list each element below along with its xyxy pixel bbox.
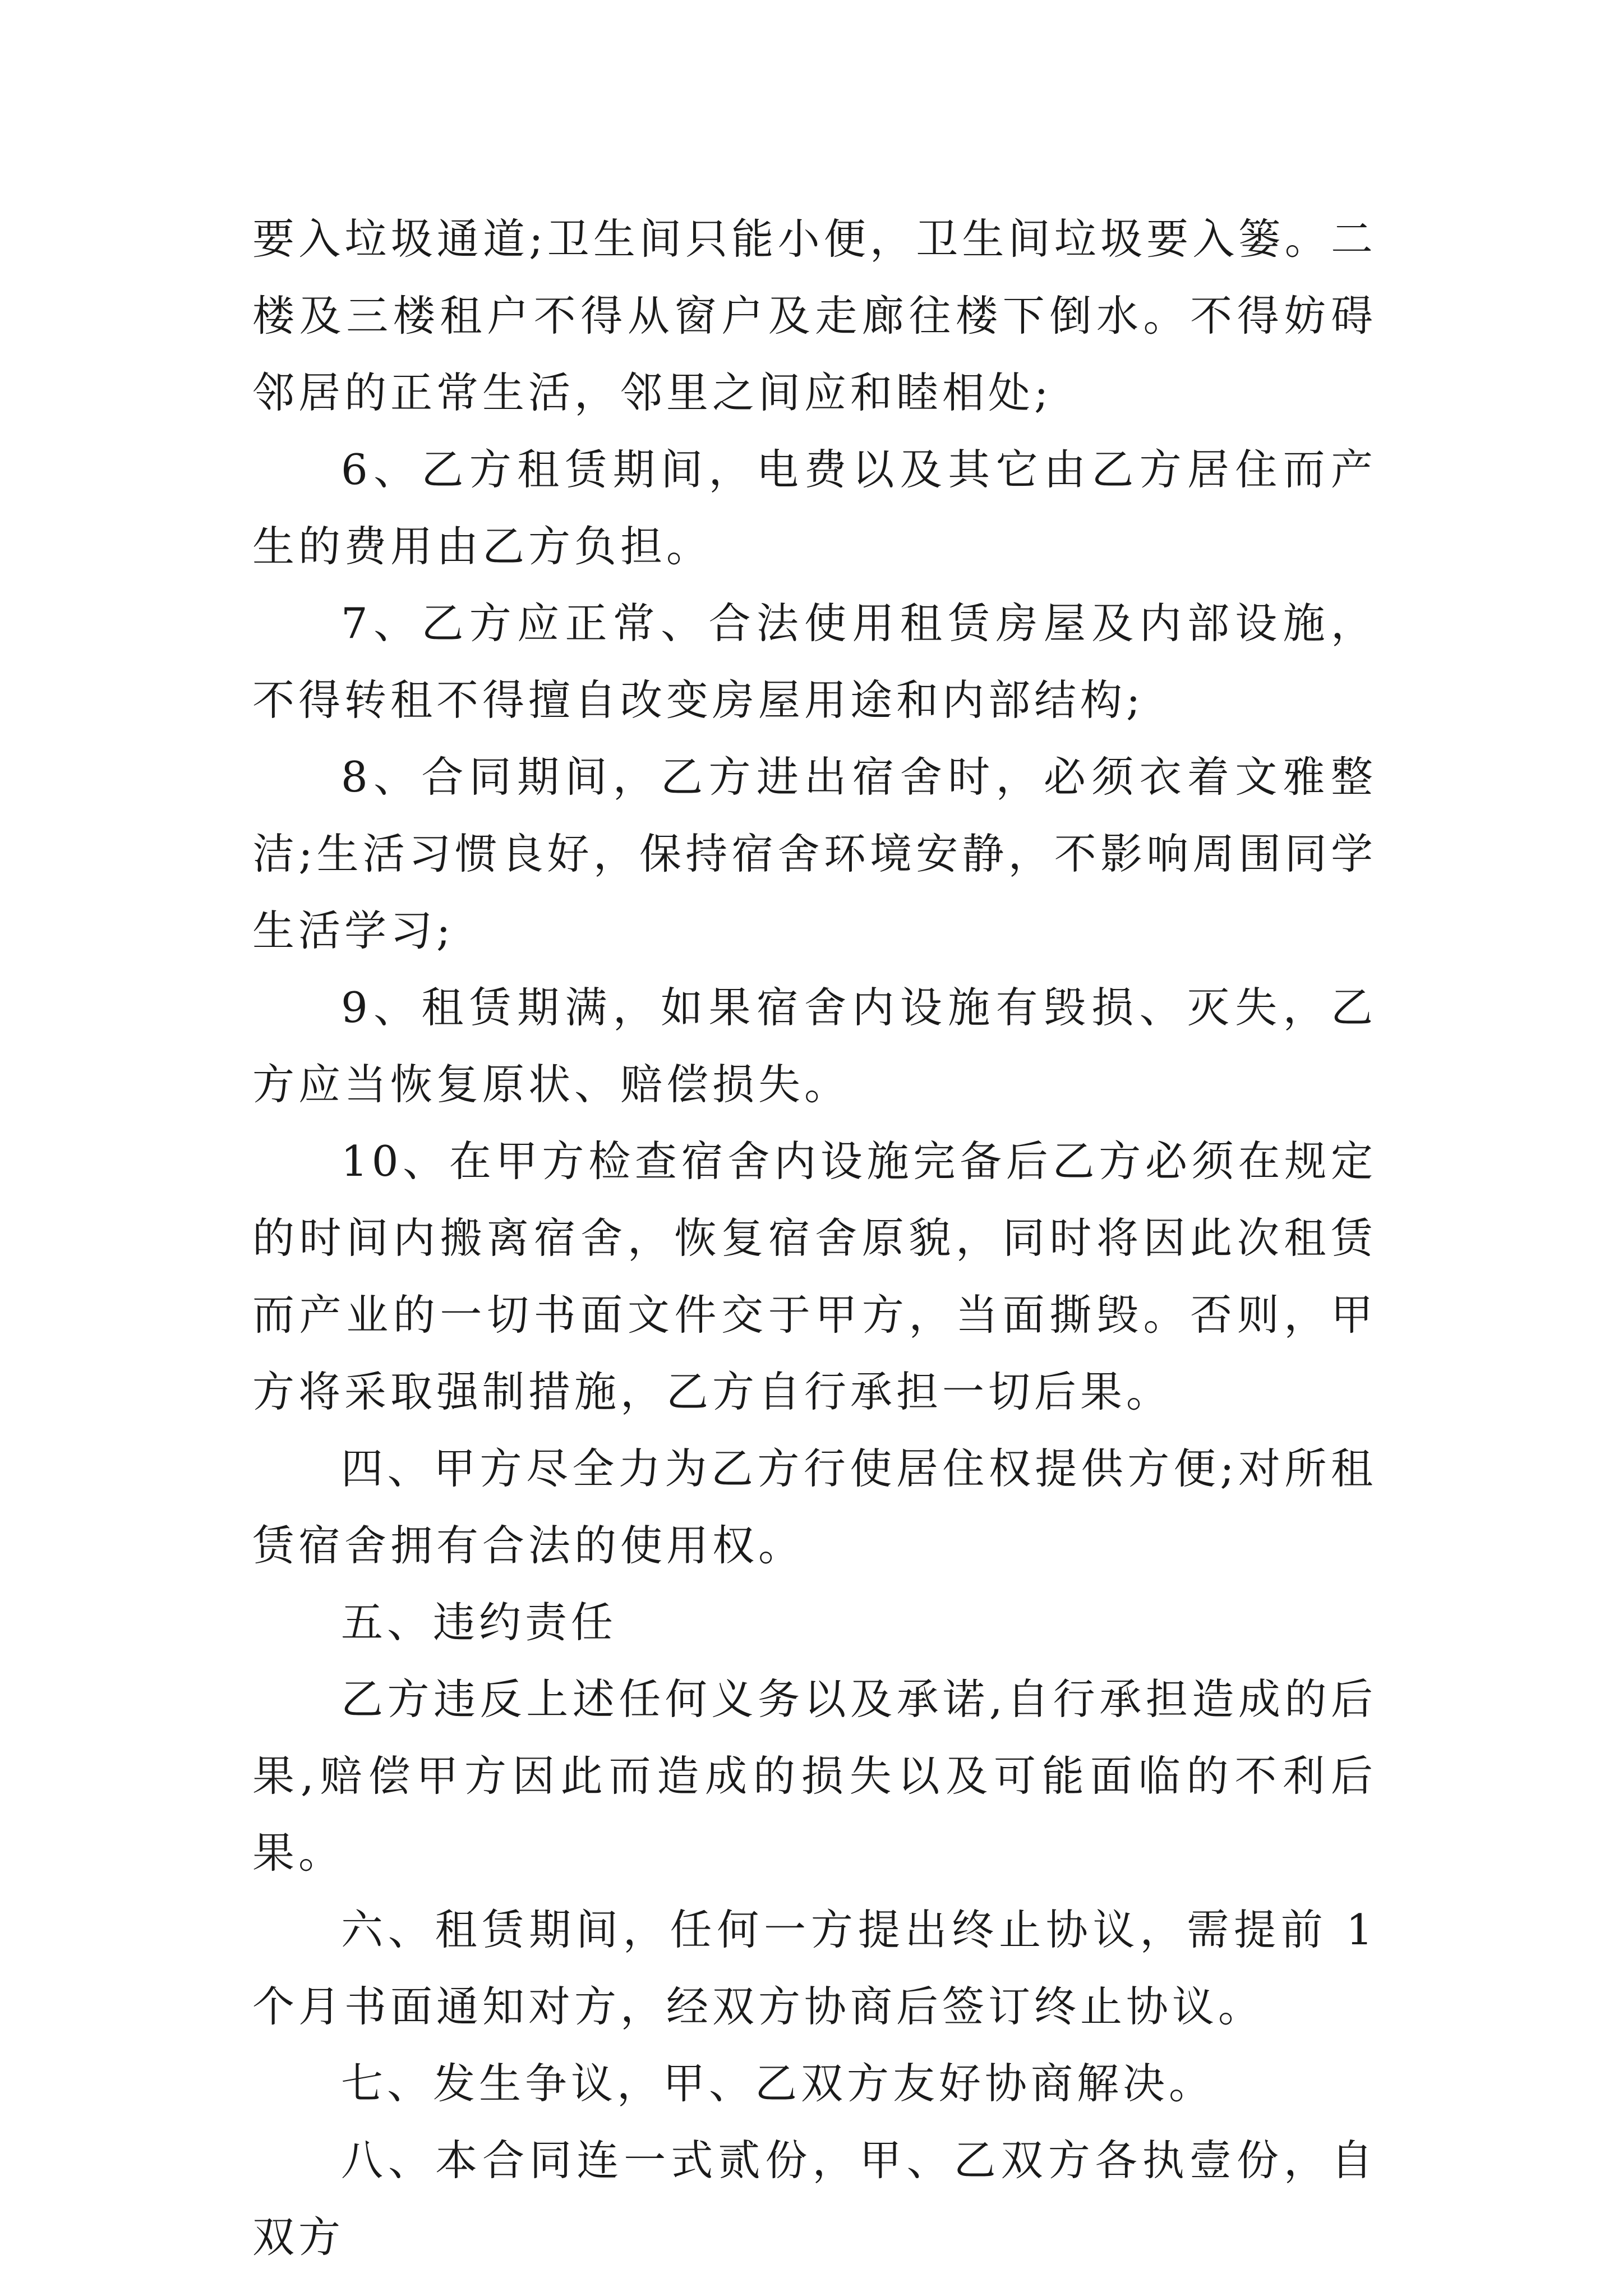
- paragraph-section-6: 六、租赁期间，任何一方提出终止协议，需提前 1 个月书面通知对方，经双方协商后签订终止协议。: [252, 1905, 1377, 2031]
- paragraph-clause-10: 10、在甲方检查宿舍内设施完备后乙方必须在规定的时间内搬离宿舍，恢复宿舍原貌，同时将因此次租赁而产业的一切书面文件交于甲方，当面撕毁。否则，甲方将采取强制措施，乙方自行承担一切后果。: [252, 1137, 1377, 1416]
- paragraph-clause-9: 9、租赁期满，如果宿舍内设施有毁损、灭失，乙方应当恢复原状、赔偿损失。: [252, 983, 1377, 1109]
- paragraph-section-4: 四、甲方尽全力为乙方行使居住权提供方便;对所租赁宿舍拥有合法的使用权。: [252, 1444, 1377, 1570]
- paragraph-clause-7: 7、乙方应正常、合法使用租赁房屋及内部设施，不得转租不得擅自改变房屋用途和内部结构;: [252, 599, 1377, 725]
- section-heading-5: 五、违约责任: [341, 1598, 617, 1647]
- paragraph-section-8: 八、本合同连一式贰份，甲、乙双方各执壹份，自双方: [252, 2136, 1377, 2262]
- paragraph-clause-8: 8、合同期间，乙方进出宿舍时，必须衣着文雅整洁;生活习惯良好，保持宿舍环境安静，不影响周围同学生活学习;: [252, 752, 1377, 955]
- paragraph-continued: 要入垃圾通道;卫生间只能小便，卫生间垃圾要入篓。二楼及三楼租户不得从窗户及走廊往楼下倒水。不得妨碍邻居的正常生活，邻里之间应和睦相处;: [252, 214, 1377, 417]
- document-body: [252, 201, 1377, 2276]
- paragraph-breach: 乙方违反上述任何义务以及承诺,自行承担造成的后果,赔偿甲方因此而造成的损失以及可能面临的不利后果。: [252, 1674, 1377, 1878]
- paragraph-clause-6: 6、乙方租赁期间，电费以及其它由乙方居住而产生的费用由乙方负担。: [252, 445, 1377, 571]
- paragraph-section-7: 七、发生争议，甲、乙双方友好协商解决。: [341, 2059, 1215, 2108]
